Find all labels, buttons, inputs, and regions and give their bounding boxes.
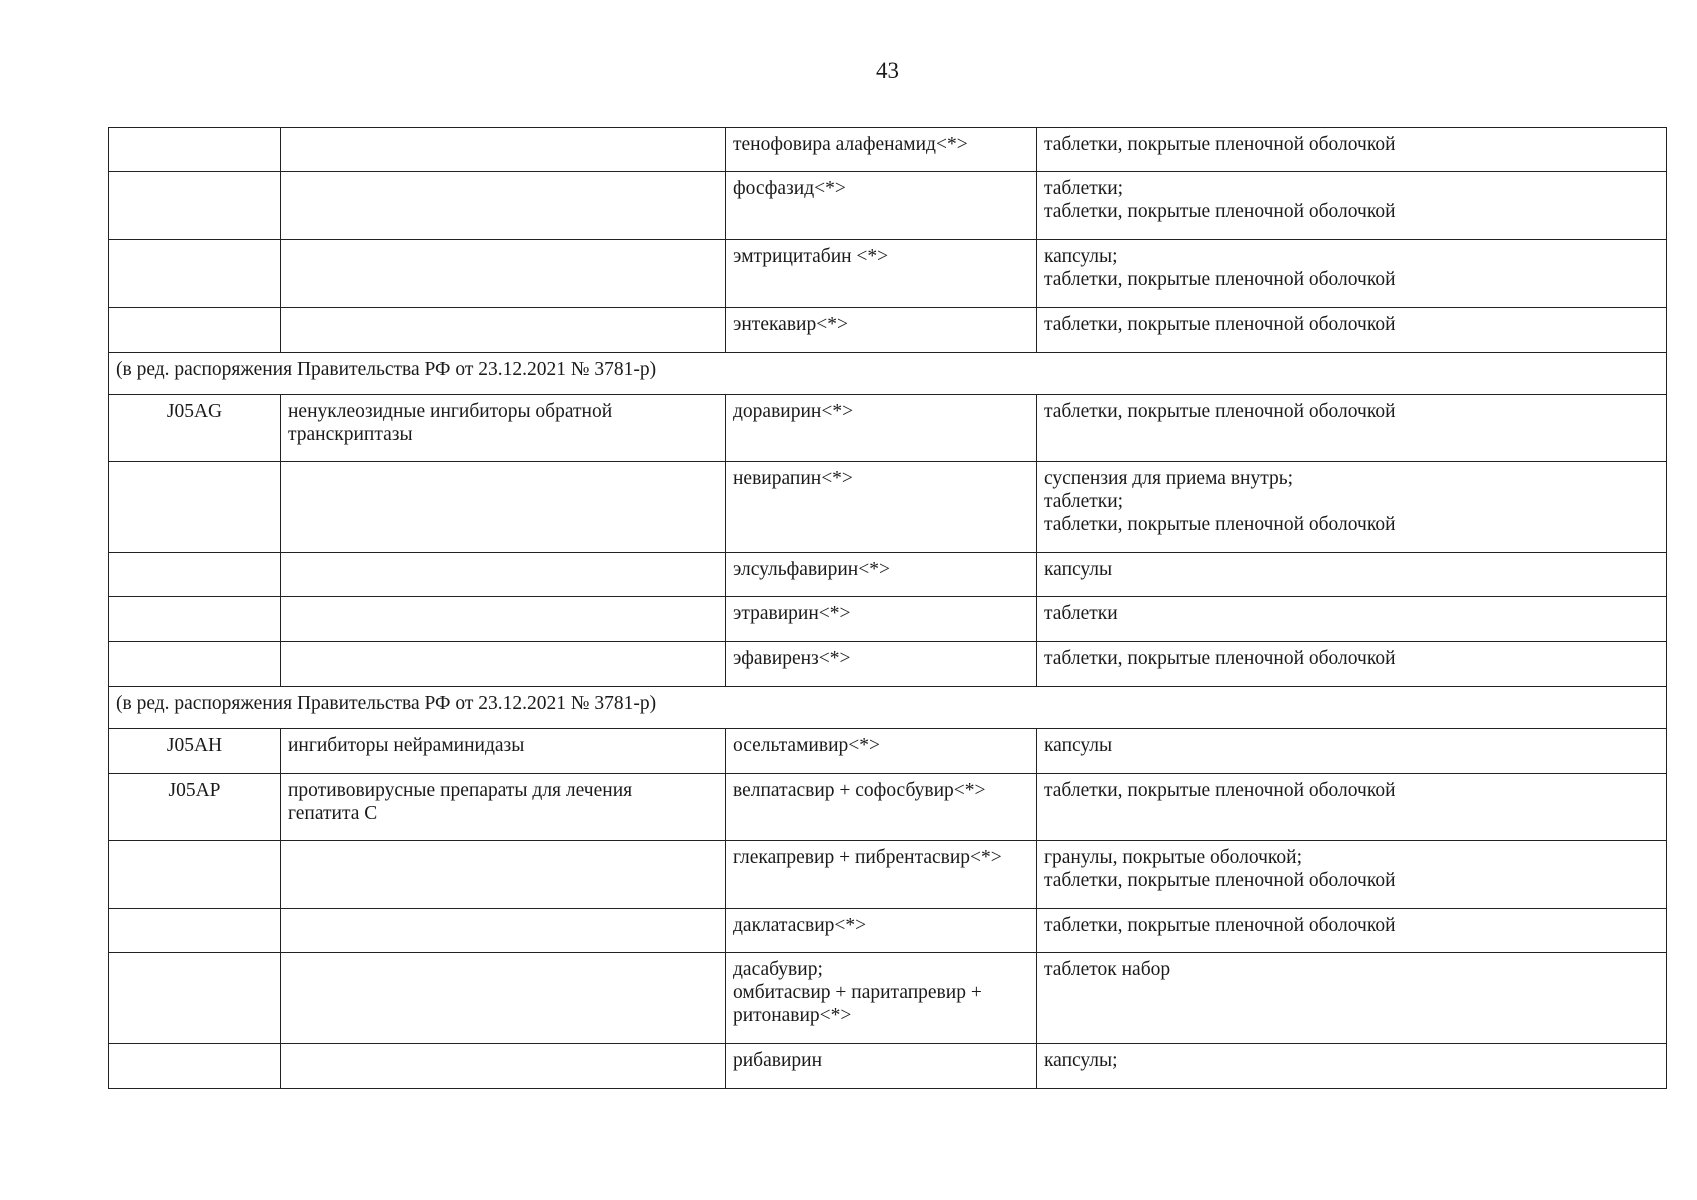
- dosage-form-cell: капсулы;: [1037, 1044, 1667, 1089]
- table-row: [109, 597, 1667, 642]
- pharmacological-group-cell: [281, 128, 726, 172]
- table-row: [109, 172, 1667, 240]
- atc-code-cell: [109, 462, 281, 553]
- pharmacological-group-cell: ингибиторы нейраминидазы: [281, 729, 726, 774]
- table-row: [109, 240, 1667, 308]
- table-row: [109, 462, 1667, 553]
- pharmacological-group-cell: [281, 240, 726, 308]
- atc-code-cell: [109, 909, 281, 953]
- drug-name-cell: доравирин<*>: [726, 395, 1037, 462]
- dosage-form-cell: капсулы: [1037, 553, 1667, 597]
- dosage-form-cell: таблетки: [1037, 597, 1667, 642]
- dosage-form-cell: таблетки, покрытые пленочной оболочкой: [1037, 642, 1667, 687]
- pharmacological-group-cell: [281, 841, 726, 909]
- amendment-note-row: [109, 353, 1667, 395]
- atc-code-cell: [109, 128, 281, 172]
- drug-name-cell: этравирин<*>: [726, 597, 1037, 642]
- table-row: [109, 308, 1667, 353]
- table-row: [109, 909, 1667, 953]
- table-row: [109, 642, 1667, 687]
- pharmacological-group-cell: [281, 1044, 726, 1089]
- drug-name-cell: эфавиренз<*>: [726, 642, 1037, 687]
- atc-code-cell: [109, 240, 281, 308]
- drug-name-cell: энтекавир<*>: [726, 308, 1037, 353]
- atc-code-cell: J05AH: [109, 729, 281, 774]
- pharmacological-group-cell: противовирусные препараты для лечения гепатита С: [281, 774, 726, 841]
- atc-code-cell: [109, 597, 281, 642]
- drug-name-cell: эмтрицитабин <*>: [726, 240, 1037, 308]
- table-row: [109, 128, 1667, 172]
- table-row: [109, 953, 1667, 1044]
- dosage-form-cell: таблетки, покрытые пленочной оболочкой: [1037, 909, 1667, 953]
- atc-code-cell: J05AP: [109, 774, 281, 841]
- drug-name-cell: фосфазид<*>: [726, 172, 1037, 240]
- pharmacological-group-cell: [281, 172, 726, 240]
- pharmacological-group-cell: ненуклеозидные ингибиторы обратной транскриптазы: [281, 395, 726, 462]
- dosage-form-cell: таблетки, покрытые пленочной оболочкой: [1037, 774, 1667, 841]
- atc-code-cell: [109, 953, 281, 1044]
- table-row: [109, 1044, 1667, 1089]
- drug-name-cell: тенофовира алафенамид<*>: [726, 128, 1037, 172]
- table-row: [109, 841, 1667, 909]
- amendment-note: (в ред. распоряжения Правительства РФ от 23.12.2021 № 3781-р): [109, 687, 1667, 729]
- drug-name-cell: элсульфавирин<*>: [726, 553, 1037, 597]
- pharmacological-group-cell: [281, 553, 726, 597]
- dosage-form-cell: таблеток набор: [1037, 953, 1667, 1044]
- dosage-form-cell: таблетки, покрытые пленочной оболочкой: [1037, 395, 1667, 462]
- table-row: [109, 395, 1667, 462]
- amendment-note: (в ред. распоряжения Правительства РФ от 23.12.2021 № 3781-р): [109, 353, 1667, 395]
- dosage-form-cell: капсулы: [1037, 729, 1667, 774]
- pharmacological-group-cell: [281, 308, 726, 353]
- drug-name-cell: дасабувир; омбитасвир + паритапревир + ритонавир<*>: [726, 953, 1037, 1044]
- pharmacological-group-cell: [281, 953, 726, 1044]
- table-row: [109, 774, 1667, 841]
- pharmacological-group-cell: [281, 462, 726, 553]
- drug-name-cell: невирапин<*>: [726, 462, 1037, 553]
- drug-list-table: [108, 127, 1667, 1089]
- atc-code-cell: [109, 841, 281, 909]
- atc-code-cell: [109, 1044, 281, 1089]
- amendment-note-row: [109, 687, 1667, 729]
- dosage-form-cell: таблетки, покрытые пленочной оболочкой: [1037, 308, 1667, 353]
- drug-name-cell: даклатасвир<*>: [726, 909, 1037, 953]
- drug-name-cell: осельтамивир<*>: [726, 729, 1037, 774]
- dosage-form-cell: суспензия для приема внутрь; таблетки; таблетки, покрытые пленочной оболочкой: [1037, 462, 1667, 553]
- atc-code-cell: [109, 172, 281, 240]
- table-row: [109, 729, 1667, 774]
- atc-code-cell: [109, 553, 281, 597]
- atc-code-cell: J05AG: [109, 395, 281, 462]
- atc-code-cell: [109, 642, 281, 687]
- drug-name-cell: глекапревир + пибрентасвир<*>: [726, 841, 1037, 909]
- atc-code-cell: [109, 308, 281, 353]
- dosage-form-cell: таблетки; таблетки, покрытые пленочной оболочкой: [1037, 172, 1667, 240]
- pharmacological-group-cell: [281, 909, 726, 953]
- table-row: [109, 553, 1667, 597]
- dosage-form-cell: таблетки, покрытые пленочной оболочкой: [1037, 128, 1667, 172]
- drug-name-cell: велпатасвир + софосбувир<*>: [726, 774, 1037, 841]
- dosage-form-cell: гранулы, покрытые оболочкой; таблетки, покрытые пленочной оболочкой: [1037, 841, 1667, 909]
- drug-name-cell: рибавирин: [726, 1044, 1037, 1089]
- pharmacological-group-cell: [281, 642, 726, 687]
- dosage-form-cell: капсулы; таблетки, покрытые пленочной оболочкой: [1037, 240, 1667, 308]
- pharmacological-group-cell: [281, 597, 726, 642]
- page-number: 43: [876, 58, 899, 83]
